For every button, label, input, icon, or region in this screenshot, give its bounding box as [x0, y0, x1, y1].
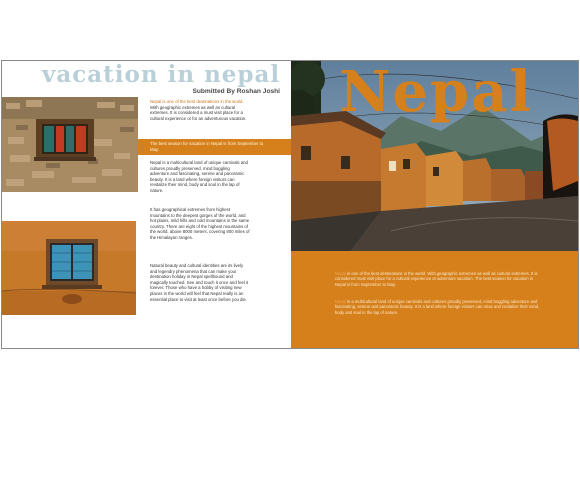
intro-paragraph — [150, 99, 250, 121]
right-culture-lead: Nepal — [335, 299, 346, 304]
right-intro-lead: Nepal — [335, 271, 346, 276]
page-title: vacation in nepal — [42, 61, 281, 88]
byline: Submitted By Roshan Joshi — [192, 88, 280, 95]
blue-window-photo — [2, 221, 136, 315]
hero-title: Nepal — [339, 59, 533, 125]
band-text: The best season for vacation in Nepal is from September to May. — [150, 141, 264, 152]
left-page — [2, 61, 291, 348]
right-culture-rest: is a multicultural land of unique carnivals and cultures proudly preserved, mind boggling adventure and fascinating, serene and panoramic beauty. It is a land where foreign visitors can relax and revitalize their mind, body and soul in the lap of nature. — [335, 299, 540, 315]
intro-lead: Nepal is one of the best destinations in the world. — [150, 99, 244, 104]
right-intro-paragraph — [335, 271, 545, 287]
highlight-band — [138, 139, 291, 155]
stone-wall-window-photo — [2, 97, 138, 192]
geography-paragraph: It has geographical extremes from highest mountains to the deepest gorges of the world, and hot plains, mild hills and cold mountains in the same country. There are eight of the highest mountains of the world, above 8000 meters, covering 800 miles of the Himalayan ranges. — [150, 207, 250, 240]
right-culture-paragraph — [335, 299, 545, 315]
right-intro-rest: is one of the best destinations in the world. With geographic extremes as well as cultural extremes. It is considered must visit place for a cultural experience or adventure vacation. The best season for vacation in Nepal is from September to May. — [335, 271, 538, 287]
intro-rest: With geographic extremes as well as cultural extremes. It is considered a must visit place for a cultural experience or for an adventurous vacation. — [150, 104, 247, 121]
magazine-spread — [1, 60, 579, 349]
culture-paragraph: Nepal is a multicultural land of unique carnivals and cultures proudly preserved, mind boggling adventure and fascinating, serene and panoramic beauty. It is a land where foreign visitors can revitalize their mind, body and soul in the lap of nature. — [150, 160, 248, 193]
right-page — [291, 61, 578, 348]
natural-beauty-paragraph: Natural beauty and cultural identities are its lively and legendry phenomena that can make your destination holiday in Nepal spellbound and magically touched. See and touch it once and feel it forever. Those who have a hobby of visiting new places in the world will feel that Nepal really is an essential place to visit at least once before you die. — [150, 263, 249, 302]
